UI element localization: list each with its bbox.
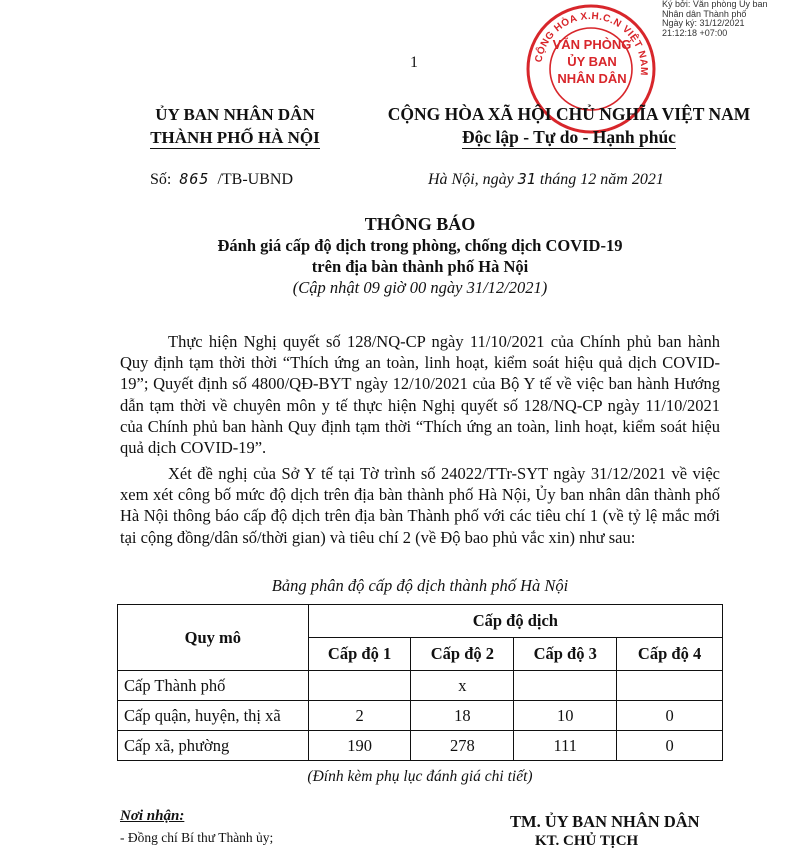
table-cell [514,671,617,701]
seal-line: VĂN PHÒNG [552,37,632,52]
page-number: 1 [410,54,418,71]
signature-info-line: 21:12:18 +07:00 [662,27,728,38]
table-cell: 190 [308,731,411,761]
row-label: Cấp quận, huyện, thị xã [118,701,309,731]
table-cell: 2 [308,701,411,731]
issuer-header [128,103,342,149]
recipients-title [120,808,184,825]
table-header-level: Cấp độ 1 [308,638,411,671]
table-header-level: Cấp độ 4 [617,638,723,671]
table-caption: Bảng phân độ cấp độ dịch thành phố Hà Nội [271,576,569,595]
document-date [428,170,664,189]
table-cell: 0 [617,731,723,761]
national-title: CỘNG HÒA XÃ HỘI CHỦ NGHĨA VIỆT NAM [387,104,751,124]
table-row [118,731,723,761]
table-note: (Đính kèm phụ lục đánh giá chi tiết) [307,768,533,785]
doc-number-suffix: /TB-UBND [217,171,293,188]
paragraph-1: Thực hiện Nghị quyết số 128/NQ-CP ngày 11/10/2021 của Chính phủ ban hành Quy định tạm thời thời “Thích ứng an toàn, linh hoạt, kiểm soát hiệu quả dịch COVID-19”; Quyết định số 4800/QĐ-BYT ngày 12/10/2021 của Bộ Y tế về việc ban hành Hướng dẫn tạm thời về chuyên môn y tế thực hiện Nghị quyết số 128/NQ-CP ngày 11/10/2021 của Chính phủ ban hành Quy định tạm thời “Thích ứng an toàn, linh hoạt, kiểm soát hiệu quả dịch COVID-19”. [120,332,720,458]
doc-number-prefix: Số: [150,171,172,188]
issuer-line2: THÀNH PHỐ HÀ NỘI [150,128,320,147]
table-cell: 0 [617,701,723,731]
digital-signature-info [662,0,790,38]
seal-line: NHÂN DÂN [557,71,627,86]
national-header [362,103,776,149]
table-cell: 278 [411,731,514,761]
row-label: Cấp xã, phường [118,731,309,761]
paragraph-2: Xét đề nghị của Sở Y tế tại Tờ trình số 24022/TTr-SYT ngày 31/12/2021 về việc xem xét công bố mức độ dịch trên địa bàn thành phố Hà Nội, Ủy ban nhân dân thành phố Hà Nội thông báo cấp độ dịch trên địa bàn Thành phố với các tiêu chí 1 (về tỷ lệ mắc mới tại cộng đồng/dân số/thời gian) và tiêu chí 2 (về Độ bao phủ vắc xin) như sau: [120,464,720,547]
table-header-level: Cấp độ 2 [411,638,514,671]
table-row [118,671,723,701]
table-cell: 111 [514,731,617,761]
issuer-line1: ỦY BAN NHÂN DÂN [155,105,315,124]
table-cell: 10 [514,701,617,731]
title-subject-2: trên địa bàn thành phố Hà Nội [311,257,529,276]
title-update: (Cập nhật 09 giờ 00 ngày 31/12/2021) [292,278,548,297]
date-rest: tháng 12 năm 2021 [539,171,664,188]
signature-info-line: Ký bởi: Văn phòng Ủy ban [662,0,768,9]
table-header-group: Cấp độ dịch [308,605,722,638]
document-number [150,170,293,189]
table-header-scale: Quy mô [118,605,309,671]
date-day: 31 [517,170,536,188]
seal-line: ỦY BAN [567,54,617,69]
title-subject: Đánh giá cấp độ dịch trong phòng, chống dịch COVID-19 [217,236,623,255]
date-prefix: Hà Nội, ngày [428,171,514,188]
recipients-item: - Đồng chí Bí thư Thành ủy; [120,830,274,845]
recipients-label: Nơi nhận: [120,808,185,824]
signature-subtitle: KT. CHỦ TỊCH [535,833,639,849]
signature-info-line: Ngày ký: 31/12/2021 [662,18,745,29]
document-title [100,213,740,298]
table-header-level: Cấp độ 3 [514,638,617,671]
seal-text [546,36,638,87]
svg-text:CỘNG HÒA X.H.C.N VIỆT NAM: CỘNG HÒA X.H.C.N VIỆT NAM [533,10,650,77]
row-label: Cấp Thành phố [118,671,309,701]
signature-title: TM. ỦY BAN NHÂN DÂN [510,812,700,831]
national-motto: Độc lập - Tự do - Hạnh phúc [462,127,676,147]
table-cell: 18 [411,701,514,731]
table-cell: x [411,671,514,701]
signature-info-line: Nhân dân Thành phố [662,8,747,19]
table-cell [308,671,411,701]
title-main: THÔNG BÁO [364,214,476,234]
table-row [118,701,723,731]
epidemic-level-table [117,604,723,761]
table-cell [617,671,723,701]
doc-number-value: 865 [179,170,210,188]
